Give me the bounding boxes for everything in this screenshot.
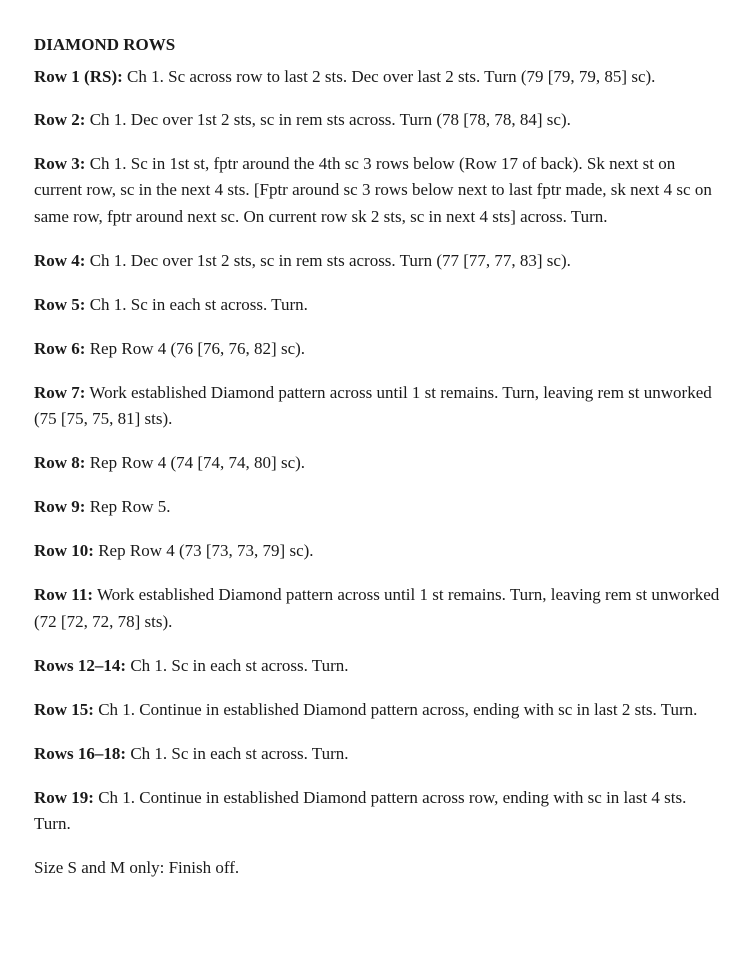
row-text: Work established Diamond pattern across until 1 st remains. Turn, leaving rem st unworked (75 [75, 75, 81] sts).: [34, 382, 712, 428]
row-text: Rep Row 4 (73 [73, 73, 79] sc).: [93, 541, 314, 560]
row-text: Rep Row 4 (74 [74, 74, 80] sc).: [85, 453, 306, 472]
row-6-instruction: [34, 336, 724, 363]
row-label: Row 2:: [34, 109, 86, 129]
row-text: Ch 1. Sc in each st across. Turn.: [85, 294, 308, 314]
row-text: Ch 1. Sc in 1st st, fptr around the 4th sc 3 rows below (Row 17 of back). Sk next st on current row, sc in the next 4 sts. [Fptr around sc 3 rows below next to last fptr made, sk next 4 sc on same row, fptr around next sc. On current row sk 2 sts, sc in next 4 sts] across. Turn.: [34, 153, 712, 226]
rows-16-18-instruction: [34, 741, 724, 768]
rows-12-14-instruction: [34, 653, 724, 680]
section-heading: DIAMOND ROWS: [34, 35, 176, 54]
row-label: Row 1 (RS):: [34, 67, 123, 86]
row-text: Rep Row 5.: [85, 497, 171, 516]
row-label: Row 11:: [34, 585, 94, 604]
row-label: Row 6:: [34, 338, 86, 358]
row-label: Row 15:: [34, 699, 94, 719]
row-text: Ch 1. Sc in each st across. Turn.: [126, 655, 349, 675]
row-1-instruction: [34, 64, 724, 91]
row-7-instruction: [34, 380, 724, 433]
row-label: Row 7:: [34, 382, 86, 402]
finish-note: Size S and M only: Finish off.: [34, 858, 240, 877]
row-3-instruction: [34, 151, 724, 231]
row-15-instruction: [34, 697, 724, 724]
row-label: Row 9:: [34, 497, 86, 516]
row-label: Row 10:: [34, 541, 94, 560]
row-label: Rows 16–18:: [34, 743, 127, 763]
row-text: Ch 1. Dec over 1st 2 sts, sc in rem sts across. Turn (77 [77, 77, 83] sc).: [85, 250, 571, 270]
row-label: Rows 12–14:: [34, 655, 127, 675]
row-text: Ch 1. Sc across row to last 2 sts. Dec over last 2 sts. Turn (79 [79, 79, 85] sc).: [122, 67, 656, 86]
row-text: Ch 1. Sc in each st across. Turn.: [126, 743, 349, 763]
row-4-instruction: [34, 248, 724, 275]
row-label: Row 4:: [34, 250, 86, 270]
row-11-instruction: [34, 582, 724, 635]
document-page: [34, 35, 724, 899]
row-8-instruction: [34, 450, 724, 477]
row-label: Row 5:: [34, 294, 86, 314]
row-5-instruction: [34, 292, 724, 319]
row-9-instruction: [34, 494, 724, 521]
row-19-instruction: [34, 785, 724, 838]
row-2-instruction: [34, 107, 724, 134]
row-text: Ch 1. Continue in established Diamond pattern across row, ending with sc in last 4 sts. Turn.: [34, 787, 687, 833]
row-text: Rep Row 4 (76 [76, 76, 82] sc).: [85, 338, 306, 358]
row-label: Row 8:: [34, 453, 86, 472]
row-text: Ch 1. Dec over 1st 2 sts, sc in rem sts across. Turn (78 [78, 78, 84] sc).: [85, 109, 571, 129]
row-label: Row 3:: [34, 153, 86, 173]
row-10-instruction: [34, 538, 724, 565]
row-text: Work established Diamond pattern across until 1 st remains. Turn, leaving rem st unworked (72 [72, 72, 78] sts).: [34, 585, 720, 631]
row-text: Ch 1. Continue in established Diamond pattern across, ending with sc in last 2 sts. Turn.: [93, 699, 698, 719]
row-label: Row 19:: [34, 787, 94, 807]
